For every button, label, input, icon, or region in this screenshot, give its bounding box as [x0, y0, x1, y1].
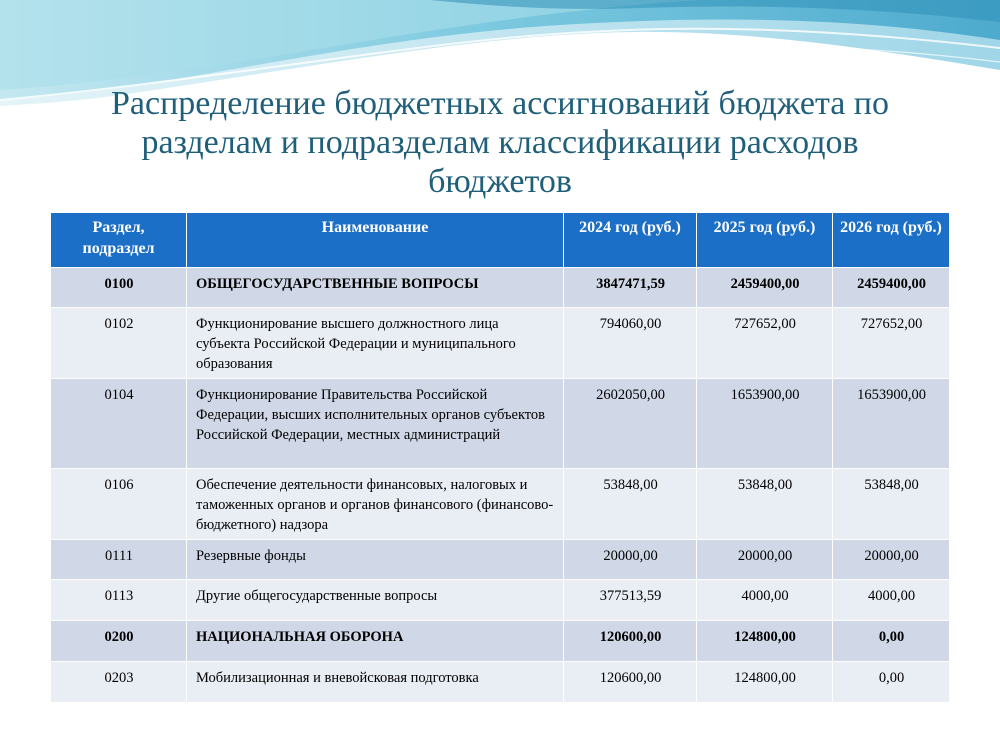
column-header-2024: 2024 год (руб.) [564, 213, 697, 268]
cell-code: 0100 [51, 268, 187, 308]
cell-2026: 1653900,00 [833, 379, 950, 469]
cell-2025: 124800,00 [697, 662, 833, 703]
cell-code: 0111 [51, 540, 187, 580]
cell-name: НАЦИОНАЛЬНАЯ ОБОРОНА [187, 621, 564, 662]
cell-2024: 377513,59 [564, 580, 697, 621]
cell-name: Мобилизационная и вневойсковая подготовка [187, 662, 564, 703]
cell-2026: 4000,00 [833, 580, 950, 621]
cell-name: Другие общегосударственные вопросы [187, 580, 564, 621]
cell-2026: 0,00 [833, 621, 950, 662]
table-row [51, 379, 950, 469]
cell-2025: 53848,00 [697, 469, 833, 540]
cell-2026: 0,00 [833, 662, 950, 703]
cell-2025: 20000,00 [697, 540, 833, 580]
cell-2026: 727652,00 [833, 308, 950, 379]
cell-2025: 1653900,00 [697, 379, 833, 469]
table-body [51, 268, 950, 703]
table-header-row [51, 213, 950, 268]
table-row [51, 621, 950, 662]
cell-2024: 794060,00 [564, 308, 697, 379]
cell-2026: 2459400,00 [833, 268, 950, 308]
cell-2024: 20000,00 [564, 540, 697, 580]
cell-2026: 53848,00 [833, 469, 950, 540]
cell-2026: 20000,00 [833, 540, 950, 580]
cell-2025: 4000,00 [697, 580, 833, 621]
table-row [51, 268, 950, 308]
title-line: Распределение бюджетных ассигнований бюджета по [110, 85, 889, 122]
table-row [51, 580, 950, 621]
cell-name: Резервные фонды [187, 540, 564, 580]
cell-name: Функционирование высшего должностного лица субъекта Российской Федерации и муниципального образования [187, 308, 564, 379]
column-header-2025: 2025 год (руб.) [697, 213, 833, 268]
column-header-name: Наименование [187, 213, 564, 268]
cell-code: 0113 [51, 580, 187, 621]
table-row [51, 540, 950, 580]
cell-code: 0102 [51, 308, 187, 379]
budget-table [50, 212, 950, 703]
cell-code: 0203 [51, 662, 187, 703]
title-line: бюджетов [428, 163, 572, 200]
table-row [51, 469, 950, 540]
cell-2024: 2602050,00 [564, 379, 697, 469]
cell-2025: 727652,00 [697, 308, 833, 379]
page-title [60, 84, 940, 201]
cell-2025: 124800,00 [697, 621, 833, 662]
cell-2024: 53848,00 [564, 469, 697, 540]
cell-code: 0106 [51, 469, 187, 540]
title-line: разделам и подразделам классификации расходов [141, 124, 859, 161]
cell-name: Обеспечение деятельности финансовых, налоговых и таможенных органов и органов финансового (финансово-бюджетного) надзора [187, 469, 564, 540]
cell-code: 0104 [51, 379, 187, 469]
cell-2025: 2459400,00 [697, 268, 833, 308]
table-row [51, 308, 950, 379]
column-header-code: Раздел, подраздел [51, 213, 187, 268]
table-row [51, 662, 950, 703]
cell-name: ОБЩЕГОСУДАРСТВЕННЫЕ ВОПРОСЫ [187, 268, 564, 308]
cell-code: 0200 [51, 621, 187, 662]
cell-2024: 120600,00 [564, 662, 697, 703]
cell-2024: 3847471,59 [564, 268, 697, 308]
column-header-2026: 2026 год (руб.) [833, 213, 950, 268]
cell-name: Функционирование Правительства Российской Федерации, высших исполнительных органов субъектов Российской Федерации, местных администраций [187, 379, 564, 469]
cell-2024: 120600,00 [564, 621, 697, 662]
